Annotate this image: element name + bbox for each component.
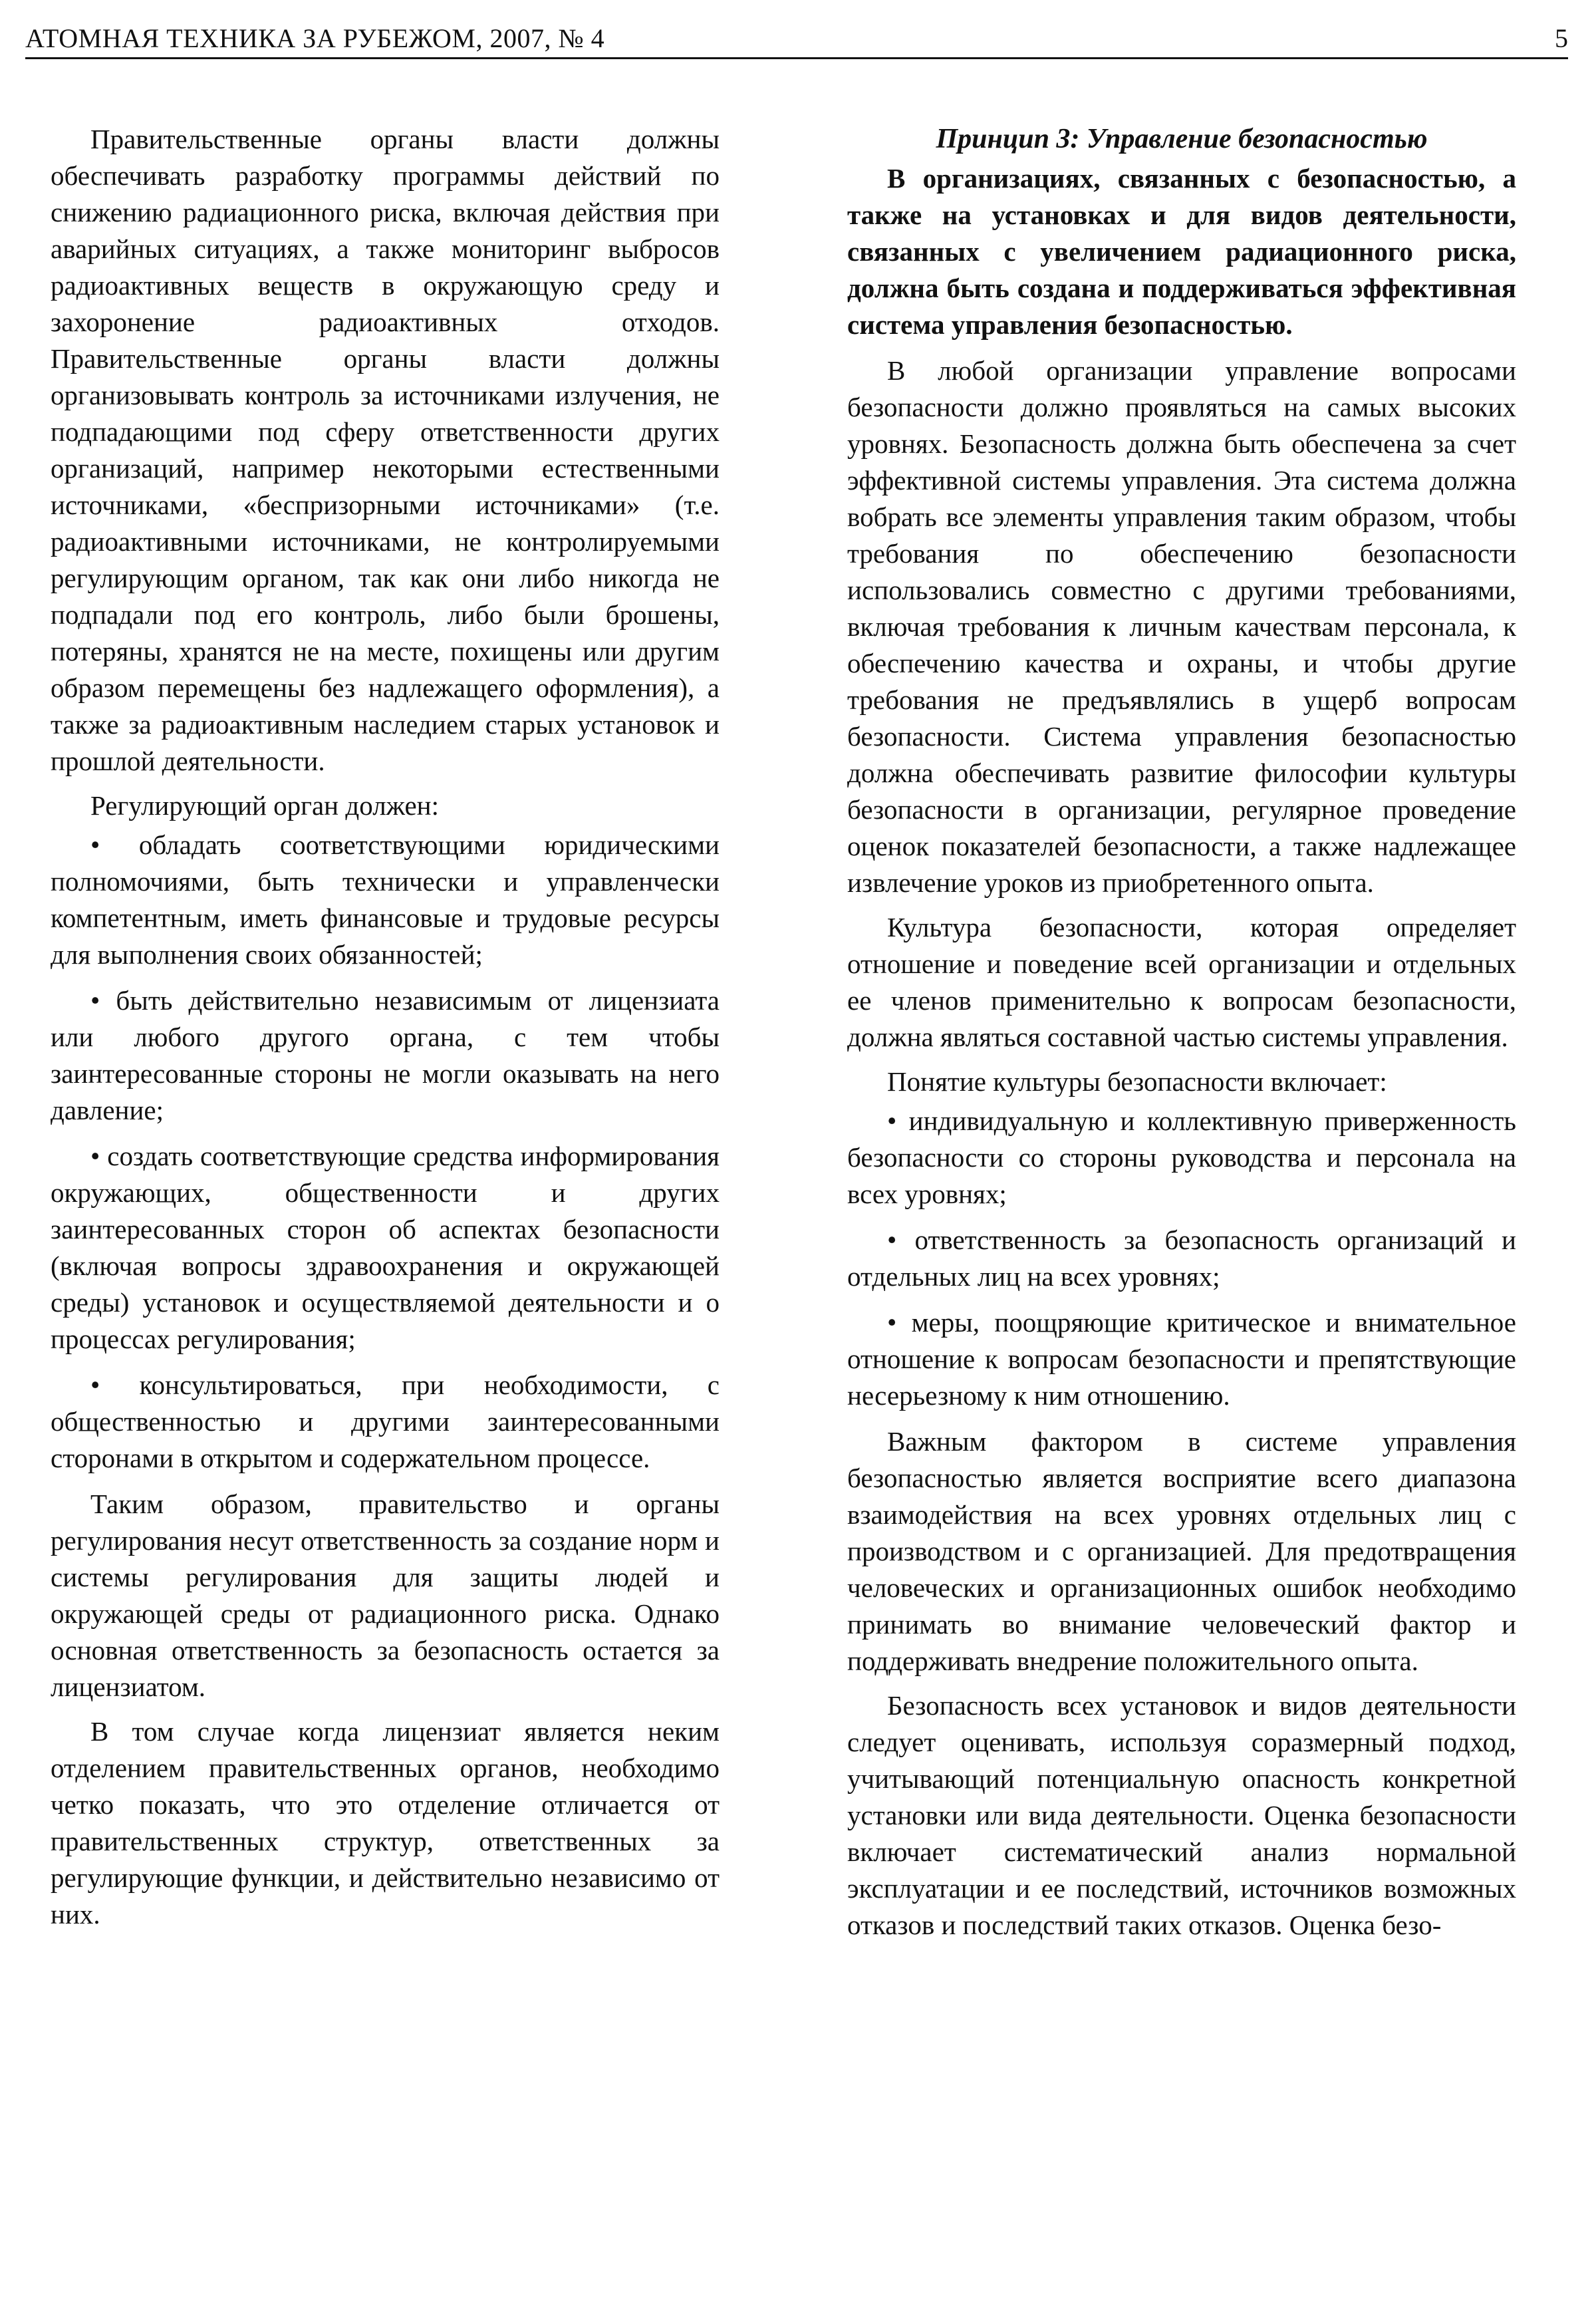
right-column [847,121,1516,1952]
paragraph: В том случае когда лицензиат является неким отделением правительственных органов, необходимо четко показать, что это отделение отличается от правительственных структур, ответственных за регулирующие функции, и действительно независимо от них. [51,1716,720,1930]
bullet-item: • меры, поощряющие критическое и внимательное отношение к вопросам безопасности и препятствующие несерьезному к ним отношению. [847,1307,1516,1411]
section-heading: Принцип 3: Управление безопасностью [936,124,1428,154]
journal-title: АТОМНАЯ ТЕХНИКА ЗА РУБЕЖОМ, 2007, № 4 [25,23,605,53]
left-column [51,121,720,1941]
paragraph: Таким образом, правительство и органы регулирования несут ответственность за создание норм и системы регулирования для защиты людей и окружающей среды от радиационного риска. Однако основная ответственность за безопасность остается за лицензиатом. [51,1489,720,1702]
paragraph: В любой организации управление вопросами безопасности должно проявляться на самых высоких уровнях. Безопасность должна быть обеспечена за счет эффективной системы управления. Эта система должна вобрать все элементы управления таким образом, чтобы требования по обеспечению безопасности использовались совместно с другими требованиями, включая требования к личным качествам персонала, к обеспечению качества и охраны, и чтобы другие требования не предъявлялись в ущерб вопросам безопасности. Система управления безопасностью должна обеспечивать развитие философии культуры безопасности в организации, регулярное проведение оценок показателей безопасности, а также надлежащее извлечение уроков из приобретенного опыта. [847,355,1516,898]
paragraph: Правительственные органы власти должны обеспечивать разработку программы действий по снижению радиационного риска, включая действия при аварийных ситуациях, а также мониторинг выбросов радиоактивных веществ в окружающую среду и захоронение радиоактивных отходов. Правительственные органы власти должны организовывать контроль за источниками излучения, не подпадающими под сферу ответственности других организаций, например некоторыми естественными источниками, «беспризорными источниками» (т.е. радиоактивными источниками, не контролируемыми регулирующим органом, так как они либо никогда не подпадали под его контроль, либо были брошены, потеряны, хранятся не на месте, похищены или другим образом перемещены без надлежащего оформления), а также за радиоактивным наследием старых установок и прошлой деятельности. [51,124,720,776]
paragraph: Культура безопасности, которая определяет отношение и поведение всей организации и отдельных ее членов применительно к вопросам безопасности, должна являться составной частью системы управления. [847,912,1516,1052]
bullet-item: • создать соответствующие средства информирования окружающих, общественности и других заинтересованных сторон об аспектах безопасности (включая вопросы здравоохранения и окружающей среды) установок и осуществляемой деятельности и о процессах регулирования; [51,1141,720,1354]
page-number: 5 [1555,23,1568,53]
bullet-item: • индивидуальную и коллективную приверженность безопасности со стороны руководства и персонала на всех уровнях; [847,1105,1516,1209]
bullet-item: • консультироваться, при необходимости, с общественностью и другими заинтересованными сторонами в открытом и содержательном процессе. [51,1370,720,1473]
header-rule [25,57,1568,59]
page-header [25,15,1568,55]
principle-statement: В организациях, связанных с безопасностью, а также на установках и для видов деятельности, связанных с увеличением радиационного риска, должна быть создана и поддерживаться эффективная система управления безопасностью. [847,163,1516,340]
paragraph: Понятие культуры безопасности включает: [887,1066,1387,1097]
bullet-item: • быть действительно независимым от лицензиата или любого другого органа, с тем чтобы заинтересованные стороны не могли оказывать на него давление; [51,985,720,1125]
paragraph: Регулирующий орган должен: [90,790,439,821]
paragraph: Важным фактором в системе управления безопасностью является восприятие всего диапазона взаимодействия на всех уровнях отдельных лиц с производством и с организацией. Для предотвращения человеческих и организационных ошибок необходимо принимать во внимание человеческий фактор и поддерживать внедрение положительного опыта. [847,1426,1516,1676]
paragraph: Безопасность всех установок и видов деятельности следует оценивать, используя соразмерный подход, учитывающий потенциальную опасность конкретной установки или вида деятельности. Оценка безопасности включает систематический анализ нормальной эксплуатации и ее последствий, источников возможных отказов и последствий таких отказов. Оценка безо- [847,1690,1516,1940]
bullet-item: • обладать соответствующими юридическими полномочиями, быть технически и управленчески компетентным, иметь финансовые и трудовые ресурсы для выполнения своих обязанностей; [51,829,720,970]
bullet-item: • ответственность за безопасность организаций и отдельных лиц на всех уровнях; [847,1225,1516,1292]
